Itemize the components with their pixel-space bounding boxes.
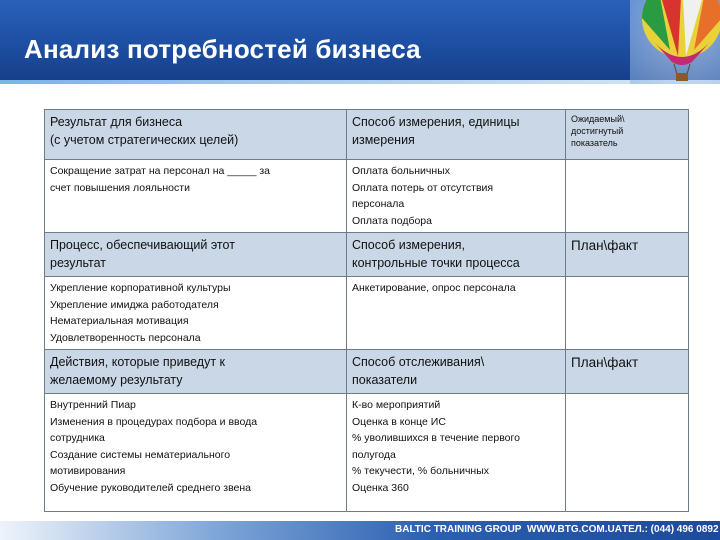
actions-header-row [45,350,689,394]
cell-indicator [566,110,689,160]
cell-text-line: Способ измерения, единицы [352,115,520,129]
cell-text-line: Создание системы нематериального [50,448,231,461]
cell-indicator [566,350,689,394]
cell-text-line: Сокращение затрат на персонал на _____ за [50,165,271,177]
cell-measure [347,394,566,512]
footer-company: BALTIC TRAINING GROUP [395,524,522,535]
cell-text-line: Процесс, обеспечивающий этот [50,238,235,252]
actions-content-row [45,394,689,512]
cell-text-line: достигнутый [571,126,624,136]
cell-text-line: Способ отслеживания\ [352,355,485,369]
hot-air-balloon-image [630,0,720,84]
process-content-row [45,277,689,350]
cell-text-line: Обучение руководителей среднего звена [50,481,252,494]
cell-text-line: План\факт [571,238,639,253]
cell-text-line: Анкетирование, опрос персонала [352,282,516,294]
result-header-row [45,110,689,160]
cell-text-line: Способ измерения, [352,238,466,252]
cell-text-line: Оплата подбора [352,214,432,227]
cell-text-line: Нематериальная мотивация [50,315,189,327]
cell-text-line: показатели [352,373,418,387]
cell-text-line: сотрудника [50,432,105,444]
cell-text-line: Оценка 360 [352,481,409,494]
cell-measure [347,277,566,350]
cell-indicator [566,277,689,350]
cell-measure [347,233,566,277]
business-needs-table [44,109,689,512]
cell-result [45,350,347,394]
cell-indicator [566,160,689,233]
result-content-row [45,160,689,233]
cell-text-line: мотивирования [50,465,126,477]
cell-text-line: Результат для бизнеса [50,115,183,129]
cell-measure [347,110,566,160]
cell-text-line: План\факт [571,355,639,370]
cell-text-line: Оценка в конце ИС [352,415,446,428]
process-header-row [45,233,689,277]
cell-text-line: Оплата больничных [352,165,450,177]
cell-text-line: Удовлетворенность персонала [50,331,201,344]
page-title: Анализ потребностей бизнеса [24,34,421,64]
cell-text-line: желаемому результату [50,373,183,387]
cell-text-line: счет повышения лояльности [50,181,190,194]
cell-result [45,160,347,233]
cell-text-line: контрольные точки процесса [352,256,520,270]
cell-text-line: Оплата потерь от отсутствия [352,181,494,194]
cell-text-line: измерения [352,133,415,147]
cell-result [45,394,347,512]
cell-text-line: персонала [352,198,405,210]
cell-text-line: Ожидаемый\ [571,114,625,124]
cell-result [45,277,347,350]
footer-bar [0,521,720,540]
cell-measure [347,160,566,233]
cell-result [45,233,347,277]
cell-text-line: (с учетом стратегических целей) [50,133,239,147]
cell-text-line: Укрепление корпоративной культуры [50,282,231,294]
cell-indicator [566,394,689,512]
cell-text-line: Действия, которые приведут к [50,355,225,369]
cell-text-line: % текучести, % больничных [352,465,490,477]
cell-indicator [566,233,689,277]
cell-measure [347,350,566,394]
cell-text-line: Укрепление имиджа работодателя [50,298,219,311]
cell-text-line: К-во мероприятий [352,399,441,411]
cell-text-line: % уволившихся в течение первого [352,432,520,444]
footer-website: WWW.BTG.COM.UA [527,524,622,535]
cell-text-line: Внутренний Пиар [50,399,136,411]
cell-text-line: показатель [571,138,618,148]
cell-text-line: результат [50,256,107,270]
cell-result [45,110,347,160]
header-divider [0,80,720,84]
cell-text-line: Изменения в процедурах подбора и ввода [50,415,258,428]
cell-text-line: полугода [352,448,396,461]
footer-phone: ТЕЛ.: (044) 496 0892 [622,524,719,535]
